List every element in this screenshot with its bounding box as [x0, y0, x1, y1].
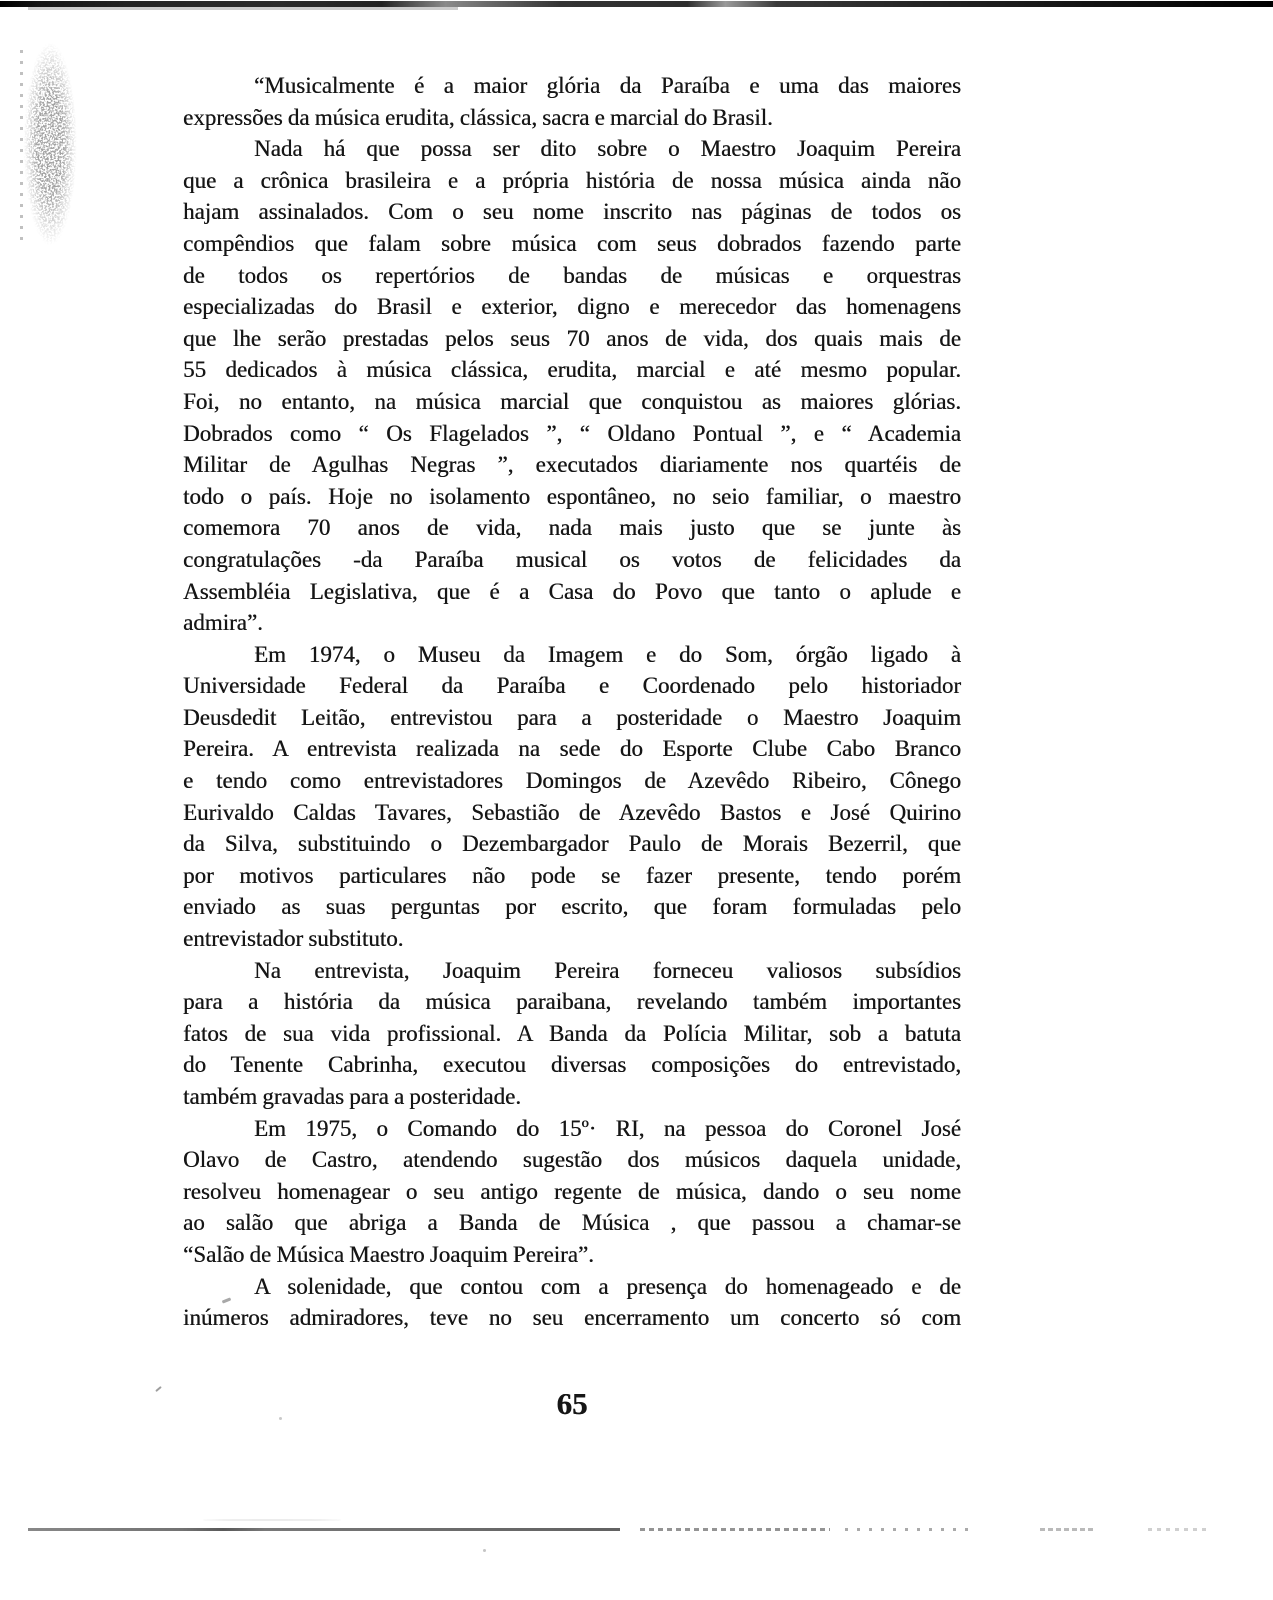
scan-speck-artifact [279, 1417, 282, 1420]
text-line: Foi, no entanto, na música marcial que conquistou as maiores glórias. [183, 388, 961, 414]
text-line: do Tenente Cabrinha, executou diversas composições do entrevistado, [183, 1052, 961, 1078]
paragraph [183, 639, 961, 955]
text-line: Dobrados como “ Os Flagelados ”, “ Oldano Pontual ”, e “ Academia [183, 420, 961, 446]
text-line: Eurivaldo Caldas Tavares, Sebastião de Azevêdo Bastos e José Quirino [183, 799, 961, 825]
text-line: especializadas do Brasil e exterior, digno e merecedor das homenagens [183, 294, 961, 320]
text-line: que lhe serão prestadas pelos seus 70 anos de vida, dos quais mais de [183, 325, 961, 351]
text-line: Militar de Agulhas Negras ”, executados diariamente nos quartéis de [183, 452, 961, 478]
text-line: Na entrevista, Joaquim Pereira forneceu valiosos subsídios [254, 957, 961, 983]
paragraph [183, 133, 961, 639]
text-line: entrevistador substituto. [183, 926, 404, 952]
scan-left-edge-dots-artifact [20, 50, 23, 240]
text-line: “Musicalmente é a maior glória da Paraíba e uma das maiores [254, 73, 961, 98]
page-number: 65 [556, 1386, 588, 1421]
paragraph [183, 955, 961, 1113]
scan-bottom-line-segment [640, 1528, 830, 1531]
text-line: também gravadas para a posteridade. [183, 1084, 521, 1109]
scan-speck-artifact [483, 1549, 486, 1552]
scan-smudge-artifact [18, 4, 80, 254]
text-line: “Salão de Música Maestro Joaquim Pereira”. [183, 1241, 594, 1267]
text-line: Em 1974, o Museu da Imagem e do Som, órgão ligado à [254, 641, 961, 667]
text-line: para a história da música paraibana, revelando também importantes [183, 989, 961, 1015]
scan-top-edge-fuzz-artifact [28, 7, 458, 10]
text-line: inúmeros admiradores, teve no seu encerramento um concerto só com [183, 1305, 961, 1331]
text-line: Nada há que possa ser dito sobre o Maestro Joaquim Pereira [254, 136, 961, 162]
text-line: enviado as suas perguntas por escrito, que foram formuladas pelo [183, 894, 961, 920]
text-line: Deusdedit Leitão, entrevistou para a posteridade o Maestro Joaquim [183, 704, 961, 730]
scan-bottom-line-segment [1040, 1528, 1096, 1531]
text-line: todo o país. Hoje no isolamento espontâneo, no seio familiar, o maestro [183, 483, 961, 509]
text-line: admira”. [183, 610, 263, 636]
scan-bottom-line-artifact [0, 1528, 1273, 1532]
text-line: por motivos particulares não pode se fazer presente, tendo porém [183, 862, 961, 888]
text-line: comemora 70 anos de vida, nada mais justo que se junte às [183, 515, 961, 541]
text-line: e tendo como entrevistadores Domingos de Azevêdo Ribeiro, Cônego [183, 768, 961, 794]
text-line: hajam assinalados. Com o seu nome inscrito nas páginas de todos os [183, 199, 961, 225]
scan-bottom-line-segment [1148, 1528, 1210, 1531]
text-line: que a crônica brasileira e a própria história de nossa música ainda não [183, 167, 961, 193]
scan-bottom-line-segment [845, 1528, 975, 1531]
scan-faint-line-artifact [203, 1519, 341, 1521]
text-line: 55 dedicados à música clássica, erudita, marcial e até mesmo popular. [183, 357, 961, 383]
text-line: expressões da música erudita, clássica, sacra e marcial do Brasil. [183, 104, 773, 130]
text-line: Universidade Federal da Paraíba e Coordenado pelo historiador [183, 673, 961, 699]
text-line: Em 1975, o Comando do 15º· RI, na pessoa do Coronel José [254, 1115, 961, 1141]
text-line: Assembléia Legislativa, que é a Casa do Povo que tanto o aplude e [183, 578, 961, 604]
text-line: A solenidade, que contou com a presença do homenageado e de [254, 1273, 961, 1299]
text-line: da Silva, substituindo o Dezembargador Paulo de Morais Bezerril, que [183, 831, 961, 857]
text-line: ao salão que abriga a Banda de Música , que passou a chamar-se [183, 1210, 961, 1236]
text-line: compêndios que falam sobre música com seus dobrados fazendo parte [183, 230, 961, 256]
paragraph [183, 70, 961, 133]
scan-speck-artifact [155, 1386, 162, 1392]
text-line: de todos os repertórios de bandas de músicas e orquestras [183, 262, 961, 288]
paragraph [183, 1113, 961, 1271]
text-line: Olavo de Castro, atendendo sugestão dos músicos daquela unidade, [183, 1147, 961, 1173]
scan-bottom-line-segment [28, 1528, 620, 1531]
text-line: Pereira. A entrevista realizada na sede do Esporte Clube Cabo Branco [183, 736, 961, 762]
paragraph [183, 1271, 961, 1334]
text-line: congratulações -da Paraíba musical os votos de felicidades da [183, 546, 961, 572]
text-line: fatos de sua vida profissional. A Banda da Polícia Militar, sob a batuta [183, 1020, 961, 1046]
page-text-block [183, 70, 961, 1334]
text-line: resolveu homenagear o seu antigo regente de música, dando o seu nome [183, 1178, 961, 1204]
